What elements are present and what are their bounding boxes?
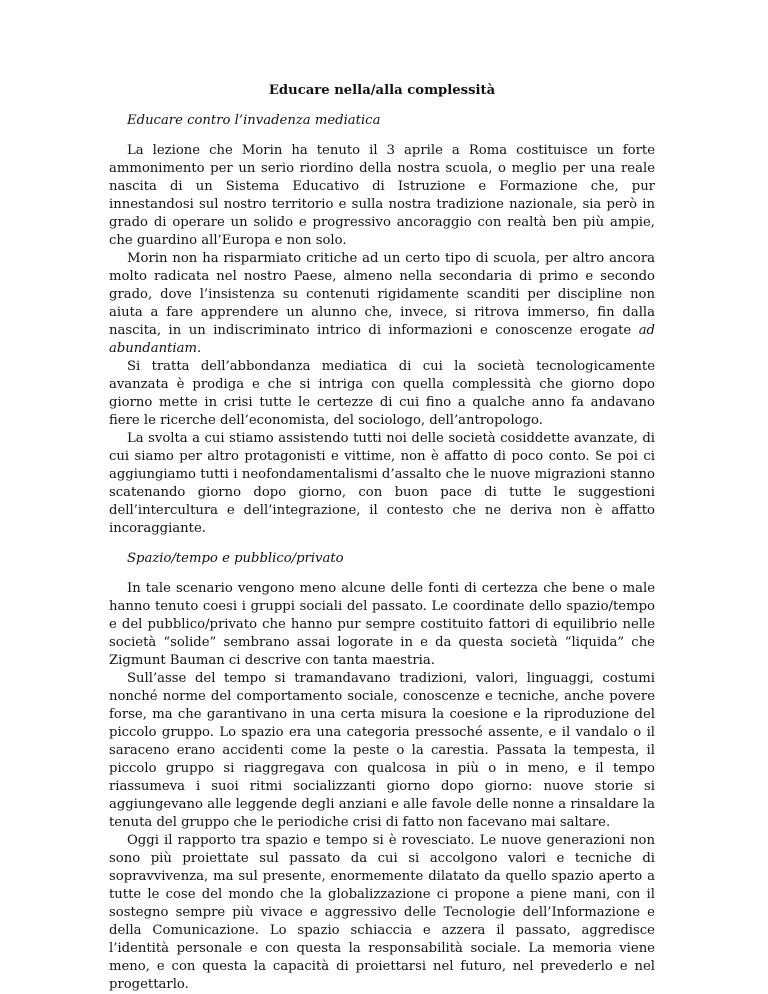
paragraph	[109, 250, 655, 358]
paragraph: La lezione che Morin ha tenuto il 3 aprile a Roma costituisce un forte ammonimento per un serio riordino della nostra scuola, o meglio per una reale nascita di un Sistema Educativo di Istruzione e Formazione che, pur innestandosi sul nostro territorio e sulla nostra tradizione nazionale, sia però in grado di operare un solido e progressivo ancoraggio con realtà ben più ampie, che guardino all’Europa e non solo.	[109, 143, 655, 248]
spacer	[109, 538, 655, 550]
section-heading-2: Spazio/tempo e pubblico/privato	[127, 551, 344, 566]
section-heading-1: Educare contro l’invadenza mediatica	[127, 113, 381, 128]
paragraph: La svolta a cui stiamo assistendo tutti noi delle società cosiddette avanzate, di cui siamo per altro protagonisti e vittime, non è affatto di poco conto. Se poi ci aggiungiamo tutti i neofondamentalismi d’assalto che le nuove migrazioni stanno scatenando giorno dopo giorno, con buon pace di tutte le suggestioni dell’intercultura e dell’integrazione, il contesto che ne deriva non è affatto incoraggiante.	[109, 431, 655, 536]
document-title: Educare nella/alla complessità	[268, 83, 496, 98]
paragraph: Oggi il rapporto tra spazio e tempo si è rovesciato. Le nuove generazioni non sono più proiettate sul passato da cui si accolgono valori e tecniche di sopravvivenza, ma sul presente, enormemente dilatato da quello spazio aperto a tutte le cose del mondo che la globalizzazione ci propone a piene mani, con il sostegno sempre più vivace e aggressivo delle Tecnologie dell’Informazione e della Comunicazione. Lo spazio schiaccia e azzera il passato, aggredisce l’identità personale e con questa la responsabilità sociale. La memoria viene meno, e con questa la capacità di proiettarsi nel futuro, nel prevederlo e nel progettarlo.	[109, 833, 655, 992]
paragraph: In tale scenario vengono meno alcune delle fonti di certezza che bene o male hanno tenuto coesi i gruppi sociali del passato. Le coordinate dello spazio/tempo e del pubblico/privato che hanno pur sempre costituito fattori di equilibrio nelle società “solide” sembrano assai logorate in e da questa società “liquida” che Zigmunt Bauman ci descrive con tanta maestria.	[109, 581, 655, 668]
paragraph: Sull’asse del tempo si tramandavano tradizioni, valori, linguaggi, costumi nonché norme del comportamento sociale, conoscenze e tecniche, anche povere forse, ma che garantivano in una certa misura la coesione e la riproduzione del piccolo gruppo. Lo spazio era una categoria pressoché assente, e il vandalo o il saraceno erano accidenti come la peste o la carestia. Passata la tempesta, il piccolo gruppo si riaggregava con qualcosa in più o in meno, e il tempo riassumeva i suoi ritmi socializzanti giorno dopo giorno: nuove storie si aggiungevano alle leggende degli anziani e alle favole delle nonne a rinsaldare la tenuta del gruppo che le periodiche crisi di fatto non facevano mai saltare.	[109, 671, 655, 830]
paragraph-text: Morin non ha risparmiato critiche ad un certo tipo di scuola, per altro ancora molto radicata nel nostro Paese, almeno nella secondaria di primo e secondo grado, dove l’insistenza su contenuti rigidamente scanditi per discipline non aiuta a fare apprendere un alunno che, invece, si ritrova immerso, fin dalla nascita, in un indiscriminato intrico di informazioni e conoscenze erogate	[109, 251, 655, 338]
emphasis-text: ad abundantiam	[109, 323, 655, 356]
paragraph: Si tratta dell’abbondanza mediatica di cui la società tecnologicamente avanzata è prodiga e che si intriga con quella complessità che giorno dopo giorno mette in crisi tutte le certezze di cui fino a qualche anno fa andavano fiere le ricerche dell’economista, del sociologo, dell’antropologo.	[109, 359, 655, 428]
paragraph-tail: .	[196, 341, 202, 356]
